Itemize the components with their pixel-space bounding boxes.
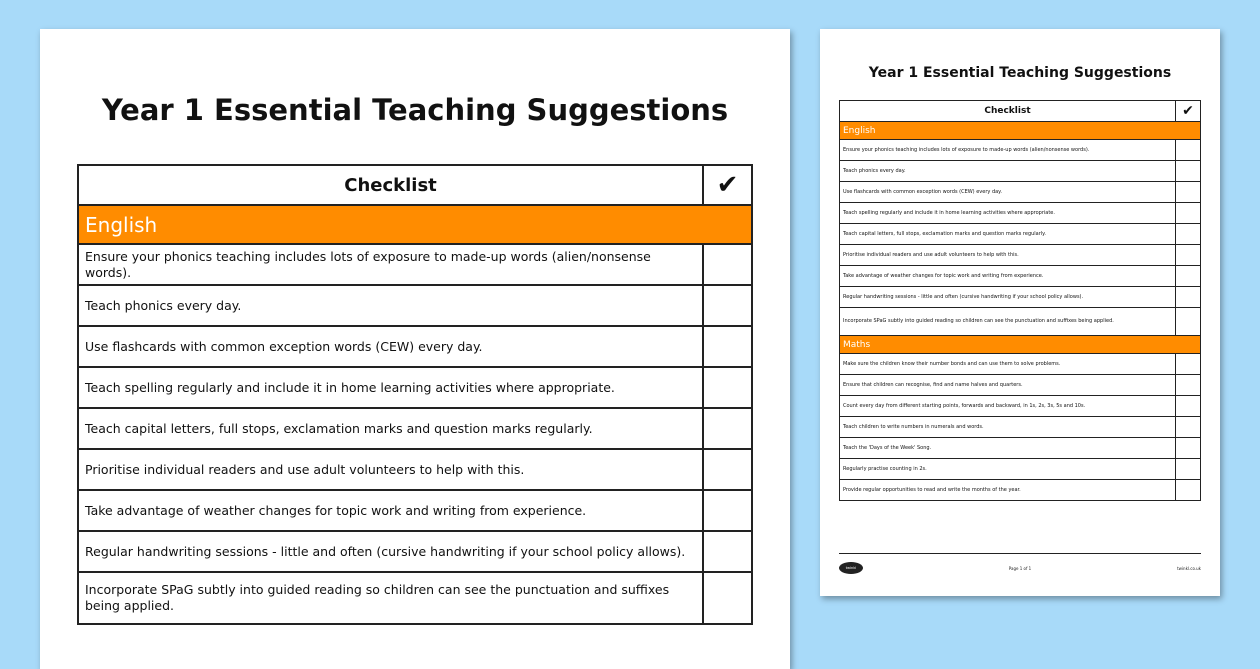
checklist-item: Teach capital letters, full stops, exclamation marks and question marks regularly. bbox=[840, 224, 1176, 245]
checklist-item: Incorporate SPaG subtly into guided reading so children can see the punctuation and suffixes being applied. bbox=[840, 308, 1176, 336]
document-page-preview bbox=[820, 29, 1220, 596]
page-title: Year 1 Essential Teaching Suggestions bbox=[101, 93, 729, 127]
table-row bbox=[78, 490, 752, 531]
checkbox-cell[interactable] bbox=[703, 326, 752, 367]
checkbox-cell[interactable] bbox=[1176, 396, 1201, 417]
checkbox-cell[interactable] bbox=[1176, 224, 1201, 245]
checkbox-cell[interactable] bbox=[1176, 245, 1201, 266]
table-row bbox=[840, 245, 1201, 266]
table-row bbox=[78, 408, 752, 449]
checklist-item: Teach phonics every day. bbox=[78, 285, 703, 326]
checklist-item: Ensure that children can recognise, find and name halves and quarters. bbox=[840, 375, 1176, 396]
checkbox-cell[interactable] bbox=[1176, 287, 1201, 308]
twinkl-logo-icon: twinkl bbox=[839, 562, 863, 574]
checklist-table bbox=[77, 164, 753, 625]
checklist-header-row bbox=[840, 101, 1201, 122]
checklist-item: Use flashcards with common exception words (CEW) every day. bbox=[840, 182, 1176, 203]
section-row bbox=[840, 122, 1201, 140]
table-row bbox=[840, 140, 1201, 161]
table-row bbox=[840, 375, 1201, 396]
checklist-item: Regularly practise counting in 2s. bbox=[840, 459, 1176, 480]
table-row bbox=[840, 480, 1201, 501]
table-row bbox=[840, 354, 1201, 375]
checklist-item: Make sure the children know their number bonds and can use them to solve problems. bbox=[840, 354, 1176, 375]
checkbox-cell[interactable] bbox=[1176, 459, 1201, 480]
checkbox-cell[interactable] bbox=[1176, 438, 1201, 459]
checkbox-cell[interactable] bbox=[703, 367, 752, 408]
checkbox-cell[interactable] bbox=[1176, 203, 1201, 224]
site-link[interactable]: twinkl.co.uk bbox=[1177, 566, 1201, 571]
table-row bbox=[840, 396, 1201, 417]
page-title: Year 1 Essential Teaching Suggestions bbox=[868, 65, 1172, 81]
checklist-item: Count every day from different starting points, forwards and backward, in 1s, 2s, 3s, 5s and 10s. bbox=[840, 396, 1176, 417]
section-title-english: English bbox=[78, 205, 752, 244]
checklist-item: Take advantage of weather changes for topic work and writing from experience. bbox=[78, 490, 703, 531]
checklist-header: Checklist bbox=[840, 101, 1176, 122]
page-number: Page 1 of 1 bbox=[1008, 566, 1032, 571]
checklist-item: Take advantage of weather changes for topic work and writing from experience. bbox=[840, 266, 1176, 287]
table-row bbox=[840, 287, 1201, 308]
checklist-item: Teach phonics every day. bbox=[840, 161, 1176, 182]
checklist-header-row bbox=[78, 165, 752, 205]
checkbox-cell[interactable] bbox=[703, 490, 752, 531]
checklist-item: Prioritise individual readers and use adult volunteers to help with this. bbox=[78, 449, 703, 490]
table-row bbox=[840, 266, 1201, 287]
checkbox-cell[interactable] bbox=[1176, 375, 1201, 396]
checkbox-cell[interactable] bbox=[1176, 182, 1201, 203]
checklist-item: Regular handwriting sessions - little and often (cursive handwriting if your school policy allows). bbox=[78, 531, 703, 572]
checklist-item: Provide regular opportunities to read and write the months of the year. bbox=[840, 480, 1176, 501]
table-row bbox=[840, 417, 1201, 438]
checklist-item: Teach the 'Days of the Week' Song. bbox=[840, 438, 1176, 459]
page-footer bbox=[839, 553, 1201, 582]
checkbox-cell[interactable] bbox=[1176, 308, 1201, 336]
checklist-item: Regular handwriting sessions - little and often (cursive handwriting if your school policy allows). bbox=[840, 287, 1176, 308]
checkbox-cell[interactable] bbox=[1176, 140, 1201, 161]
checkbox-cell[interactable] bbox=[1176, 480, 1201, 501]
table-row bbox=[78, 244, 752, 285]
section-title-english: English bbox=[840, 122, 1201, 140]
table-row bbox=[840, 224, 1201, 245]
table-row bbox=[840, 203, 1201, 224]
section-row bbox=[840, 336, 1201, 354]
table-row bbox=[78, 367, 752, 408]
table-row bbox=[840, 182, 1201, 203]
checkbox-cell[interactable] bbox=[1176, 417, 1201, 438]
table-row bbox=[840, 459, 1201, 480]
tick-header-icon: ✔ bbox=[1176, 101, 1201, 122]
table-row bbox=[78, 572, 752, 624]
checklist-item: Incorporate SPaG subtly into guided reading so children can see the punctuation and suffixes being applied. bbox=[78, 572, 703, 624]
checklist-table bbox=[839, 100, 1201, 501]
table-row bbox=[78, 326, 752, 367]
checklist-item: Teach spelling regularly and include it in home learning activities where appropriate. bbox=[78, 367, 703, 408]
table-row bbox=[78, 449, 752, 490]
checkbox-cell[interactable] bbox=[1176, 161, 1201, 182]
tick-header-icon: ✔ bbox=[703, 165, 752, 205]
table-row bbox=[78, 531, 752, 572]
table-row bbox=[78, 285, 752, 326]
checkbox-cell[interactable] bbox=[703, 572, 752, 624]
table-row bbox=[840, 308, 1201, 336]
checklist-item: Ensure your phonics teaching includes lots of exposure to made-up words (alien/nonsense words). bbox=[78, 244, 703, 285]
section-row bbox=[78, 205, 752, 244]
checklist-header: Checklist bbox=[78, 165, 703, 205]
table-row bbox=[840, 438, 1201, 459]
table-row bbox=[840, 161, 1201, 182]
checkbox-cell[interactable] bbox=[1176, 266, 1201, 287]
checkbox-cell[interactable] bbox=[703, 285, 752, 326]
checkbox-cell[interactable] bbox=[1176, 354, 1201, 375]
checkbox-cell[interactable] bbox=[703, 244, 752, 285]
checklist-item: Prioritise individual readers and use adult volunteers to help with this. bbox=[840, 245, 1176, 266]
checklist-item: Use flashcards with common exception words (CEW) every day. bbox=[78, 326, 703, 367]
checkbox-cell[interactable] bbox=[703, 449, 752, 490]
checklist-item: Teach capital letters, full stops, exclamation marks and question marks regularly. bbox=[78, 408, 703, 449]
document-page-large bbox=[40, 29, 790, 669]
checklist-item: Ensure your phonics teaching includes lots of exposure to made-up words (alien/nonsense words). bbox=[840, 140, 1176, 161]
checklist-item: Teach spelling regularly and include it in home learning activities where appropriate. bbox=[840, 203, 1176, 224]
section-title-maths: Maths bbox=[840, 336, 1201, 354]
checkbox-cell[interactable] bbox=[703, 531, 752, 572]
checklist-item: Teach children to write numbers in numerals and words. bbox=[840, 417, 1176, 438]
checkbox-cell[interactable] bbox=[703, 408, 752, 449]
